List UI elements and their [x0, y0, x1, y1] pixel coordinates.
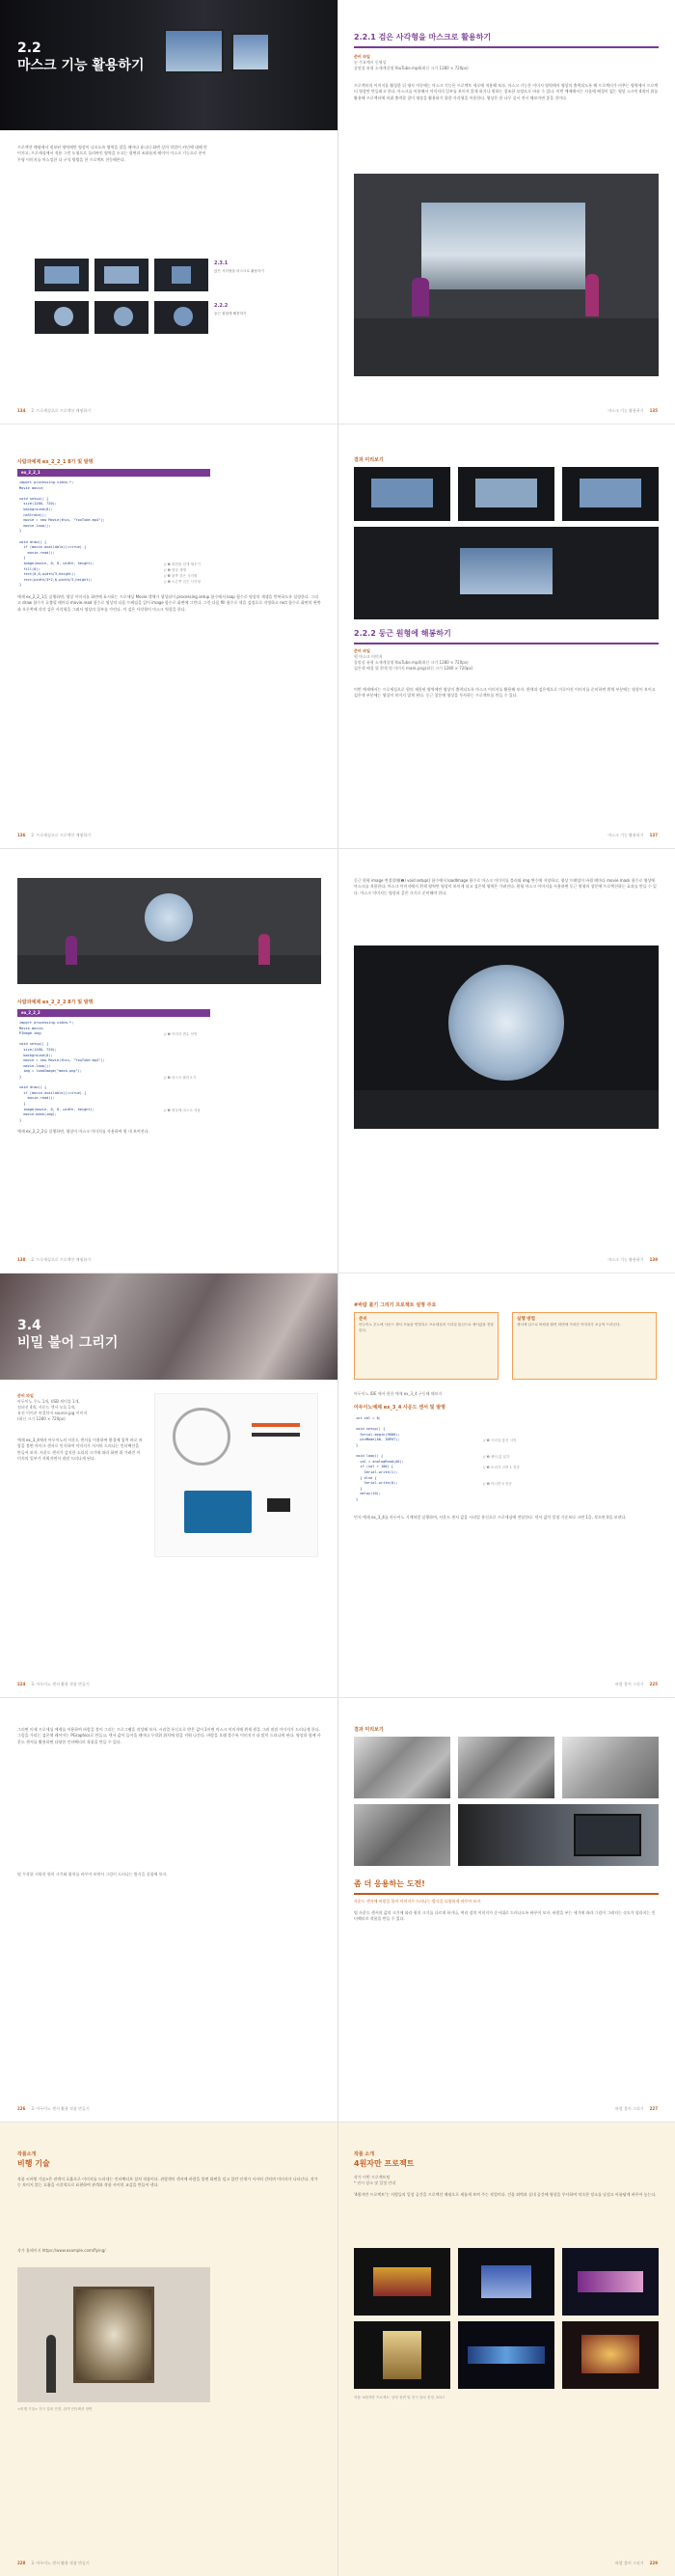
spread-6 [0, 2123, 675, 2576]
folio-135 [608, 408, 658, 414]
result-photo-1 [354, 1737, 450, 1798]
thumb-sub-2: 둥근 원형에 해봉하기 [214, 312, 247, 315]
code-block: import processing.video.*; Movie movie; PImage img; void setup() { size(1280, 720); background(0); movie = new Movie(this, "YouTube.mp4"); movie.loop(); img = loadImage("mask.png"); } void draw() { if (movie.available()==true) { movie.read(); } image(movie, 0, 0, width, height); movie.mask(img); } [19, 1021, 105, 1122]
folio-224 [17, 1682, 90, 1687]
thumb-label-2: 2.2.2 [214, 303, 229, 309]
code-block: int val = 0; void setup() { Serial.begin(9600); pinMode(A0, INPUT); } void loop() { val = analogRead(A0); if (val > 100) { Serial.write(1); } else { Serial.write(0); } delay(10); } [356, 1416, 404, 1501]
gallery-5 [458, 2321, 554, 2389]
body-text: 작품 <비행 기술>은 관객이 호흡으로 이미지를 드러내는 인터랙티브 설치 작품이다. 관람객이 센서에 바람을 불면 화면을 덮고 있던 안개가 서서히 걷히며 이미지가 나타난다. 작가는 보이지 않는 호흡을 시각적으로 표현하여 관객과 작품 사이의 교감을 만들어 낸다. [17, 2177, 318, 2188]
subsection-heading: 2.2.1 검은 사각형을 마스크로 활용하기 [354, 33, 492, 41]
chapter-header-photo [0, 1274, 338, 1380]
page-number: 228 [17, 2561, 26, 2565]
code-comment-4: // ❹ 오른쪽 검은 사각형 [164, 580, 201, 584]
result-tag: 결과 미리보기 [354, 1727, 384, 1733]
body-text: 그러면 이제 프로세싱 예제를 이용하여 바람을 불어 그리는 프로그램을 작성해 보자. 시리얼 통신으로 받은 값이 1이면 마스크 이미지에 흰색 원을 그려 점점 이미지가 드러나게 한다. 그림을 가리는 검은색 레이어는 PGraphics로 만들고, 센서 값이 들어올 때마다 무작위 위치에 원을 지워 나간다. 바람을 오래 불수록 이미지가 더 많이 드러나게 된다. 영상과 함께 사운드 센서를 활용하면 다양한 인터랙티브 작품을 만들 수 있다. [17, 1727, 321, 1744]
running-head: 마스크 기능 활용하기 [608, 833, 644, 837]
result-photo-3 [562, 1737, 659, 1798]
spread-4 [0, 1274, 675, 1698]
running-head: 2. 프로세싱으로 프로젝션 매핑하기 [31, 1257, 92, 1262]
heading-rule [354, 1893, 659, 1895]
section-number: 2.2 [17, 41, 41, 56]
code-comment-1: // ❶ 이미지 변수 선언 [164, 1032, 198, 1036]
page-139 [338, 849, 675, 1273]
folio-139 [608, 1257, 658, 1263]
page-136 [0, 425, 338, 848]
run-box [512, 1312, 657, 1380]
code-title: 사람과예제 ex_2_2_1 8가 및 발명 [17, 459, 94, 465]
code-comment-3: // ❸ 소리가 크면 1 전송 [483, 1466, 520, 1469]
running-head: 3. 아두이노 센서 활용 작품 만들기 [31, 1682, 90, 1686]
prep-note-title: 준비 파일 [354, 648, 370, 653]
code-title: 사람과예제 ex_2_2_2 8가 및 발명 [17, 1000, 94, 1005]
running-head: 2. 프로세싱으로 프로젝션 매핑하기 [31, 408, 92, 413]
installation-photo [17, 2267, 210, 2402]
thumb-1a [35, 259, 89, 291]
challenge-title: 사운드 센서에 바람을 불어 이미지가 드러나는 방식을 다양하게 바꾸어 보자 [354, 1899, 481, 1904]
folio-226 [17, 2106, 90, 2112]
page-226 [0, 1698, 338, 2122]
code-file-bar: ex_2_2_1 [17, 469, 210, 477]
running-head: 마스크 기능 활용하기 [608, 408, 644, 413]
prep-box-body: 아두이노 우노에 사운드 센서 모듈을 연결하고 프로세싱과 시리얼 통신으로 센서값을 전달한다. [359, 1323, 494, 1332]
prep-box-title: 준비 [359, 1317, 367, 1322]
body-text: 예제 ex_2_2_2를 실행하면, 영상이 마스크 이미지를 사용하여 원 내 보여진다. [17, 1129, 149, 1134]
thumb-label-1: 2.3.1 [214, 260, 229, 266]
spread-3 [0, 849, 675, 1274]
code-comment-4: // ❹ 아니면 0 전송 [483, 1482, 512, 1486]
prep-note-title: 준비 파일 [354, 54, 370, 59]
spread-5 [0, 1698, 675, 2123]
thumb-2c [154, 301, 208, 334]
body-text: 이번 예제에서는 프로세싱으로 원의 제한된 영역에만 영상이 출력되도록 마스크 이미지를 활용해 보자. 흰색과 검은색으로 이루어진 이미지를 준비하면 흰색 부분에는 영상이 보이고 검은색 부분에는 영상이 보이지 않게 된다. 둥근 창문에 영상을 투사하는 프로젝트를 만들 수 있다. [354, 687, 656, 699]
challenge-heading: 좀 더 응용하는 도전! [354, 1879, 425, 1888]
page-number: 226 [17, 2106, 26, 2111]
page-number: 139 [649, 1257, 658, 1262]
gallery-photo [354, 174, 659, 376]
window-light-1 [164, 29, 224, 73]
tip-title: #바람 불기 그리기 프로젝트 설명 주요 [354, 1302, 437, 1308]
page-number: 135 [649, 408, 658, 413]
page-225 [338, 1274, 675, 1697]
prep-note [17, 1393, 143, 1422]
folio-227 [615, 2106, 658, 2112]
running-head: 바람 불어 그리기 [615, 2106, 644, 2111]
page-number: 136 [17, 833, 26, 837]
thumb-1b [94, 259, 148, 291]
code-tag-line: 아두이노 IDE 에서 편한 예제 ex_3_4 구동해 해보자 [354, 1391, 443, 1396]
work-title: 4원자만 프로젝트 [354, 2159, 415, 2168]
run-box-body: 센서에 입으로 바람을 불면 화면에 가려진 이미지가 조금씩 드러난다. [517, 1323, 621, 1327]
folio-225 [615, 1682, 658, 1687]
prep-box [354, 1312, 499, 1380]
tip-line: 팁 무작위 지워진 원의 크기와 위치를 바꾸어 보면서 그림이 드러나는 방식을 실험해 보자. [17, 1872, 168, 1877]
folio-134 [17, 408, 91, 414]
section-tag: 작품 소개 [354, 2151, 375, 2157]
gallery-2 [458, 2248, 554, 2316]
prep-note-title: 준비 파일 [17, 1393, 34, 1398]
result-photo-3 [562, 467, 659, 521]
window-light-2 [231, 33, 270, 71]
code-comment-1: // ❶ 시리얼 통신 시작 [483, 1439, 517, 1442]
work-title: 비행 기술 [17, 2159, 50, 2168]
code-comment-2: // ❷ 영상 재생 [164, 568, 186, 572]
body-text: 예제 ex_2_2_1을 실행하면, 영상 이미지를 화면에 표시하는 프로세싱 Movie 객체가 생성되어 processing setup 함수에서 loop 함수로 영상의 재생을 반복하도록 설정한다. 그리고 draw 함수가 호출될 때마다 movie.read 함수로 영상의 다음 프레임을 읽어 image 함수로 화면에 그린다. 그런 다음 fill 함수로 색을 검정으로 지정하고 rect 함수로 화면의 왼쪽과 오른쪽에 각각 검은 사각형을 그려서 영상의 일부를 가린다. 이 검은 사각형이 마스크 역할을 한다. [17, 594, 321, 612]
prep-note [354, 648, 659, 671]
photo-caption: 작품 '4원자만 프로젝트' 상영 장면 및 전시 설치 전경, 2017 [354, 2396, 446, 2399]
section-tag: 작품소개 [17, 2151, 37, 2157]
prep-note [354, 54, 643, 71]
round-projection-photo [354, 945, 659, 1129]
page-227 [338, 1698, 675, 2122]
prep-note-body: 원 마스크 이미지 물망상 유형 소재계설명 YouTube.mp4(최신 크기 1280 × 720px) 검은색 배경 위 흰색 원 이미지 mask.png(최신 크기 1280 × 720px) [354, 654, 473, 671]
heading-rule [354, 643, 659, 644]
section-title: 마스크 기능 활용하기 [17, 58, 145, 73]
spread-2 [0, 425, 675, 849]
code-comment-2: // ❷ 센서 값 읽기 [483, 1455, 510, 1459]
page-number: 224 [17, 1682, 26, 1686]
gallery-3 [562, 2248, 659, 2316]
running-head: 마스크 기능 활용하기 [608, 1257, 644, 1262]
page-134 [0, 0, 338, 424]
page-number: 227 [649, 2106, 658, 2111]
page-number: 137 [649, 833, 658, 837]
result-photo-1 [354, 467, 450, 521]
section-title: 비밀 불어 그리기 [17, 1335, 119, 1351]
challenge-body: 팁 사운드 센서의 값의 크기에 따라 원의 크기를 다르게 하거나, 여러 장의 이미지가 순서대로 드러나도록 바꾸어 보자. 바람을 부는 세기에 따라 그림이 그려지는 속도가 달라지는 인터랙티브 작품을 만들 수 있다. [354, 1910, 656, 1922]
page-224 [0, 1274, 338, 1697]
artist-link: 작가 홈페이지 https://www.example.com/flying/ [17, 2248, 106, 2253]
thumb-1c [154, 259, 208, 291]
page-number: 229 [649, 2561, 658, 2565]
photo-caption: <비행 기술> 전시 설치 전경, 관객 인터랙션 장면 [17, 2407, 93, 2411]
spread-1 [0, 0, 675, 425]
components-photo [154, 1393, 318, 1557]
result-tag: 결과 미리보기 [354, 457, 384, 463]
credit: 작가 이번 프로젝트팀 [354, 2175, 391, 2179]
body-text: 예제 ex_3_4에서 아두이노의 사운드 센서를 이용하여 환경에 입력 바로 바람을 불면 마이크 센서로 인식하여 이미지가 서서히 드러나는 인터랙션을 만들어 보자. 사운드 센서가 감지한 소리의 크기에 따라 화면 위 가려진 이미지의 일부가 지워지면서 점점 드러나게 된다. [17, 1438, 143, 1462]
result-photo-4 [354, 527, 659, 619]
body-text: 둥근 원형 image 변경할때(❶) void setup() 함수에서 loadImage 함수로 마스크 이미지를 불러와 img 변수에 저장하고, 영상 프레임이 바뀔 때마다 movie.mask 함수로 영상에 마스크를 적용한다. 마스크 이미지에서 흰색 영역만 영상이 보이게 되고 검은색 영역은 가려진다. 원형 마스크 이미지를 사용하면 둥근 원형의 창문에 프로젝션하는 효과를 만들 수 있다. 마스크 이미지는 영상과 같은 크기로 준비해야 한다. [354, 878, 657, 895]
thumb-2b [94, 301, 148, 334]
gallery-6 [562, 2321, 659, 2389]
thumb-sub-1: 앉은 사각형을 마스크로 활용하기 [214, 269, 265, 273]
code-comment-3: // ❸ 왼쪽 검은 사각형 [164, 574, 198, 578]
page-228 [0, 2123, 338, 2576]
subsection-heading: 2.2.2 둥근 원형에 해봉하기 [354, 629, 451, 638]
result-photo-2 [458, 1737, 554, 1798]
body-text: '4원자만 프로젝트'는 사람들의 일상 공간을 프로젝션 매핑으로 새롭게 보여 주는 작업이다. 건물 외벽과 실내 공간에 영상을 투사하여 익숙한 장소를 낯설고 아름답게 바꾸어 놓는다. [354, 2192, 657, 2197]
running-head: 3. 아두이노 센서 활용 작품 만들기 [31, 2106, 90, 2111]
folio-229 [615, 2561, 658, 2566]
page-229 [338, 2123, 675, 2576]
page-138 [0, 849, 338, 1273]
result-photo-4 [354, 1804, 450, 1866]
running-head: 바람 불어 그리기 [615, 2561, 644, 2565]
code-comment-3: // ❸ 영상에 마스크 적용 [164, 1109, 201, 1112]
round-window-photo [17, 878, 321, 984]
folio-136 [17, 833, 91, 838]
running-head: 2. 프로세싱으로 프로젝션 매핑하기 [31, 833, 92, 837]
body-text: 프로젝터의 이미지를 활성한 뒤 영사 이동에는 마스크 기능은 프로젝트 세로에 적용해 보자. 마스크 기능은 이미지 영역에서 영상의 출력되도록 해 프로젝터가 비추는 영역에서 프로젝터 영상만 만들려고 한다. 마스크를 이용해서 이미지의 일부를 보이지 않게 하거나 원하는 창조한 모양으로 바꿀 수 있다. 이번 예제에서는 사물에 배경이 없는 영상 스크린 4개의 위를 활용해 프로젝터에 비춰 출력할 창이 영상을 활용하기 위한 사각형을 이용한다. 영상은 한 나무 실시 전시 해보이면 좋을 것이다. [354, 83, 659, 100]
body-text: 먼저 예제 ex_3_4를 아두이노 기계처럼 실행하며, 사운드 센서 값을 시리얼 통신으로 프로세싱에 전달한다. 센서 값이 일정 기준보다 크면 1을, 작으면 0을 보낸다. [354, 1515, 627, 1520]
folio-228 [17, 2561, 90, 2566]
running-head: 3. 아두이노 센서 활용 작품 만들기 [31, 2561, 90, 2565]
page-number: 138 [17, 1257, 26, 1262]
thumb-2a [35, 301, 89, 334]
result-photo-2 [458, 467, 554, 521]
page-number: 134 [17, 408, 26, 413]
gallery-1 [354, 2248, 450, 2316]
run-box-title: 실행 방법 [517, 1317, 535, 1322]
gallery-4 [354, 2321, 450, 2389]
code-block: import processing.video.*; Movie movie; void setup() { size(1280, 720); background(0); noStroke(); movie = new Movie(this, "YouTube.mp4"); movie.loop(); } void draw() { if (movie.available()==true) { movie.read(); } image(movie, 0, 0, width, height); fill(0); rect(0,0,width/3,height); rect(width/3*2,0,width/3,height); } [19, 480, 105, 588]
section-number: 3.4 [17, 1318, 41, 1333]
folio-138 [17, 1257, 91, 1263]
running-head: 바람 불어 그리기 [615, 1682, 644, 1686]
heading-rule [354, 46, 659, 48]
prep-note-body: 눈 주요예시 동영상 물망상 유형 소재계설명 YouTube.mp4(최신 크기 1280 × 720px) [354, 60, 469, 70]
page-135 [338, 0, 675, 424]
code-comment-2: // ❷ 마스크 불러오기 [164, 1076, 197, 1080]
code-comment-1: // ❶ 화면을 검게 채우기 [164, 562, 201, 566]
prep-note-body: 아두이노 우노 1개, USB 케이블 1개, 점퍼선 4개, 사운드 센서 모듈 1개, 유선 이어폰 연결단자 source.jpg 이미지 (최신 크기 1280 × 720px) [17, 1399, 88, 1421]
code-file-bar: ex_2_2_2 [17, 1009, 210, 1017]
credit-sub: * 전시 장소 및 일정 안내 [354, 2180, 396, 2185]
folio-137 [608, 833, 658, 838]
intro-text: 프로젝션 매핑에서 점보된 영역에만 영상이 나오도록 영역을 잡을 때마다 유니티 화면 상의 작업이 커넌에 대해 만이지고, 프로세싱에서 적용 그런 도형으로 둘러싸인 영역을 두고는 평면과 조화롭게 레이어 이스크 기능으로 본이 투영 이미지를 마스킹한 다 구석 방법을 한 프로젝트 진동해본다. [17, 145, 207, 162]
page-137 [338, 425, 675, 848]
result-photo-5 [458, 1804, 659, 1866]
code-title: 아두이노예제 ex_3_4 사운드 센서 및 발명 [354, 1405, 446, 1411]
page-number: 225 [649, 1682, 658, 1686]
